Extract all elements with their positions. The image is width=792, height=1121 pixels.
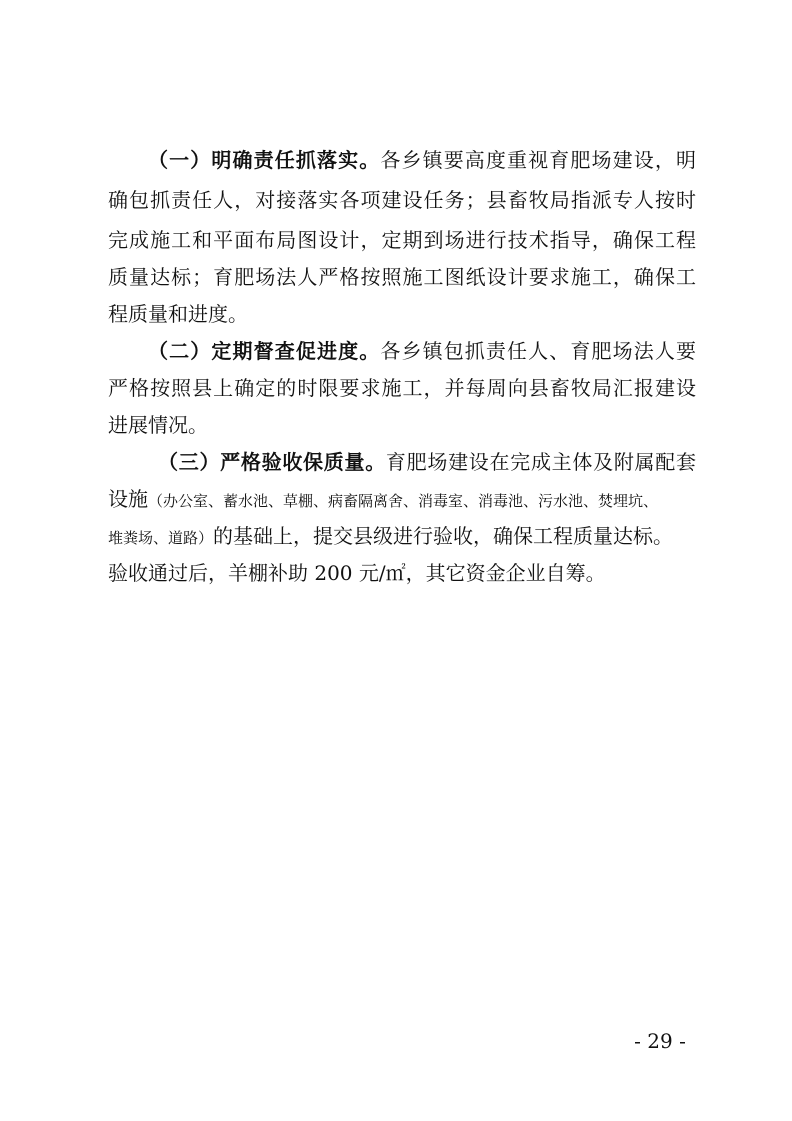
facility-list-part-2: 堆粪场、道路）	[108, 529, 214, 547]
paragraph-3-line-2-text: 设施	[108, 487, 148, 511]
paragraph-1-line-1	[148, 142, 696, 178]
paragraph-3-text: 育肥场建设在完成主体及附属配套	[385, 450, 696, 474]
paragraph-2-line-2: 严格按照县上确定的时限要求施工，并每周向县畜牧局汇报建设	[108, 376, 696, 400]
paragraph-3-line-2	[108, 481, 696, 517]
paragraph-3-heading: （三）严格验收保质量。	[158, 450, 386, 474]
paragraph-1-line-3: 完成施工和平面布局图设计，定期到场进行技术指导，确保工程	[108, 228, 696, 252]
paragraph-1-heading: （一）明确责任抓落实。	[148, 148, 381, 172]
paragraph-2-heading: （二）定期督查促进度。	[148, 339, 381, 363]
paragraph-3-line-3	[108, 518, 696, 554]
paragraph-1-text: 各乡镇要高度重视育肥场建设，明	[380, 148, 696, 172]
facility-list-part-1: （办公室、蓄水池、草棚、病畜隔离舍、消毒室、消毒池、污水池、焚埋坑、	[148, 492, 659, 510]
paragraph-3-line-4: 验收通过后，羊棚补助 200 元/㎡，其它资金企业自筹。	[108, 561, 606, 585]
paragraph-2-text: 各乡镇包抓责任人、育肥场法人要	[380, 339, 696, 363]
paragraph-3-line-1	[158, 444, 696, 480]
paragraph-3-line-3-text: 的基础上，提交县级进行验收，确保工程质量达标。	[213, 524, 674, 548]
paragraph-2-line-3: 进展情况。	[108, 413, 208, 437]
paragraph-1-line-4: 质量达标；育肥场法人严格按照施工图纸设计要求施工，确保工	[108, 265, 696, 289]
paragraph-2-line-1	[148, 333, 696, 369]
paragraph-1-line-2: 确包抓责任人，对接落实各项建设任务；县畜牧局指派专人按时	[108, 188, 696, 212]
paragraph-1-line-5: 程质量和进度。	[108, 302, 248, 326]
page-number: - 29 -	[634, 1029, 686, 1053]
